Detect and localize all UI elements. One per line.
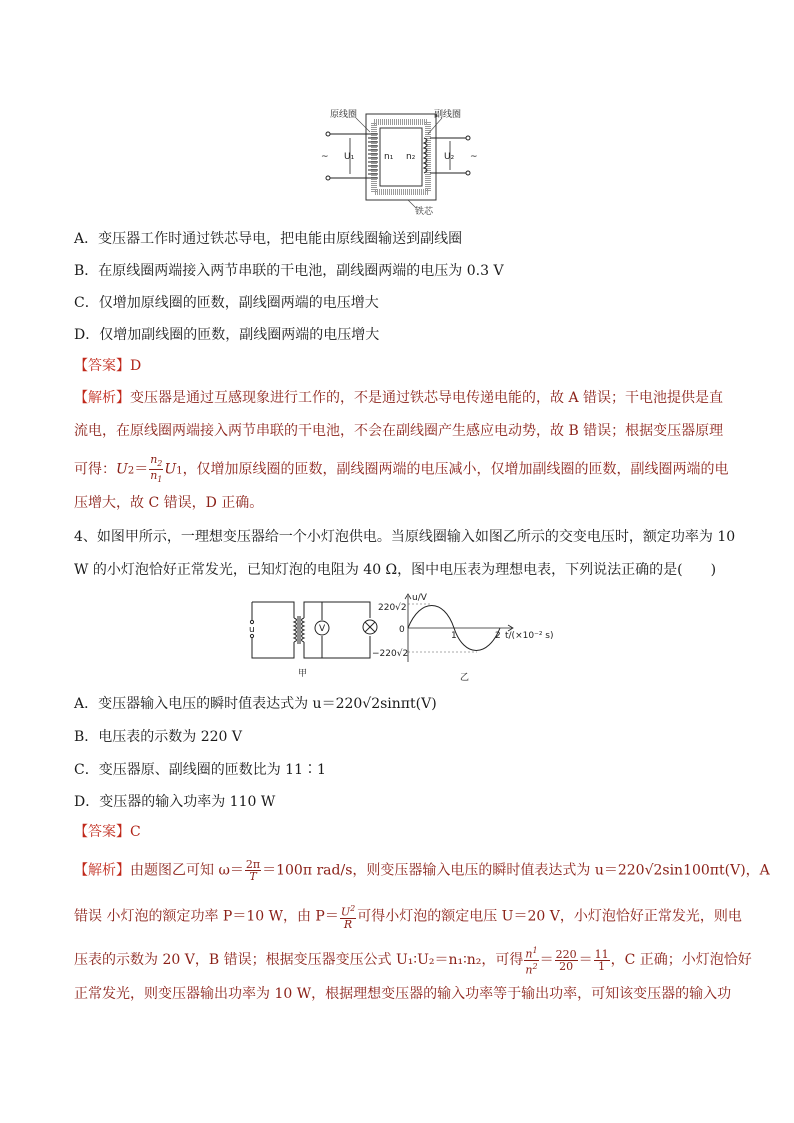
analysis-text: 可得：	[74, 461, 116, 478]
figure-yi-label: 乙	[460, 673, 470, 683]
formula-power: $\frac{U^2}{R}$	[340, 904, 356, 931]
n2-label: n₂	[406, 152, 416, 162]
tick-1-label: 1	[451, 631, 457, 641]
q4-option-a: A．变压器输入电压的瞬时值表达式为 u＝220√2sinπt(V)	[74, 696, 437, 712]
transformer-diagram	[318, 104, 480, 216]
ac-symbol-right: ~	[470, 152, 478, 162]
answer-value: D	[130, 358, 142, 374]
formula-u2: U	[116, 461, 128, 478]
answer-label: 【答案】	[74, 824, 130, 840]
ac-symbol-left: ~	[321, 152, 329, 162]
core-label: 铁芯	[415, 207, 434, 216]
circuit-diagram	[244, 596, 384, 680]
analysis-text: 错误 小灯泡的额定功率 P＝10 W，由 P＝	[74, 908, 339, 925]
q3-option-a: A．变压器工作时通过铁芯导电，把电能由原线圈输送到副线圈	[74, 231, 463, 247]
zero-label: 0	[399, 625, 405, 635]
q3-analysis-line-3: 可得：U2＝ $\frac{n_2}{n_1}$ U1，仅增加原线圈的匝数，副线圈两端的电压减小，仅增加副线圈的匝数，副线圈两端的电	[74, 453, 729, 485]
n1-label: n₁	[384, 152, 394, 162]
y-min-label: −220√2	[372, 649, 409, 659]
q3-option-c: C．仅增加原线圈的匝数，副线圈两端的电压增大	[74, 295, 379, 311]
primary-coil-label: 原线圈	[330, 110, 358, 120]
answer-label: 【答案】	[74, 358, 130, 374]
q3-analysis-line-2: 流电，在原线圈两端接入两节串联的干电池，不会在副线圈产生感应电动势，故 B 错误；根据变压器原理	[74, 423, 724, 439]
q4-option-d: D．变压器的输入功率为 110 W	[74, 794, 276, 810]
answer-value: C	[130, 824, 141, 840]
q4-analysis-line-1	[74, 859, 770, 882]
x-axis-label: t/(×10⁻² s)	[505, 631, 554, 641]
q4-stem-line-1: 4、如图甲所示，一理想变压器给一个小灯泡供电。当原线圈输入如图乙所示的交变电压时，额定功率为 10	[74, 529, 736, 545]
analysis-text: 变压器是通过互感现象进行工作的，不是通过铁芯导电传递电能的，故 A 错误；干电池提供是直	[130, 390, 724, 406]
analysis-text: 由题图乙可知 ω＝	[130, 862, 244, 879]
q4-answer	[74, 822, 141, 842]
q4-analysis-line-3: 压表的示数为 20 V，B 错误；根据变压器变压公式 U₁∶U₂＝n₁∶n₂，可得 $\frac{n^1}{n^2}$ ＝ $\frac{220}{20}$ ＝ $\frac{11}{1}$ ，C 正确；小灯泡恰好	[74, 946, 752, 977]
q4-stem-line-2: W 的小灯泡恰好正常发光，已知灯泡的电阻为 40 Ω，图中电压表为理想电表，下列说法正确的是( )	[74, 562, 717, 578]
analysis-text: ，仅增加原线圈的匝数，副线圈两端的电压减小，仅增加副线圈的匝数，副线圈两端的电	[182, 461, 729, 478]
analysis-label: 【解析】	[74, 390, 130, 406]
q4-option-b: B．电压表的示数为 220 V	[74, 729, 243, 745]
formula-turns-ratio: $\frac{n^1}{n^2}$	[525, 946, 538, 977]
q3-option-b: B．在原线圈两端接入两节串联的干电池，副线圈两端的电压为 0.3 V	[74, 263, 504, 279]
q3-answer	[74, 356, 141, 376]
figure-jia-label: 甲	[298, 669, 308, 679]
analysis-text: 可得小灯泡的额定电压 U＝20 V，小灯泡恰好正常发光，则电	[357, 908, 742, 925]
input-u-label: u	[249, 625, 255, 635]
secondary-coil-label: 副线圈	[434, 110, 462, 120]
analysis-text: ，C 正确；小灯泡恰好	[610, 952, 752, 969]
u1-label: U₁	[344, 152, 355, 162]
q4-analysis-line-2	[74, 903, 742, 930]
u2-label: U₂	[444, 152, 455, 162]
formula-11-1: $\frac{11}{1}$	[594, 947, 609, 973]
formula-220-20: $\frac{220}{20}$	[555, 947, 577, 973]
q3-analysis-line-4: 压增大，故 C 错误，D 正确。	[74, 495, 264, 511]
y-max-label: 220√2	[378, 603, 407, 613]
analysis-text: ＝100π rad/s，则变压器输入电压的瞬时值表达式为 u＝220√2sin100πt(V)，A	[262, 862, 770, 879]
q4-analysis-line-4: 正常发光，则变压器输出功率为 10 W，根据理想变压器的输入功率等于输出功率，可知该变压器的输入功	[74, 986, 732, 1002]
q3-option-d: D．仅增加副线圈的匝数，副线圈两端的电压增大	[74, 327, 380, 343]
y-axis-label: u/V	[412, 593, 427, 603]
formula-omega: $\frac{2\pi}{T}$	[245, 858, 261, 883]
q3-analysis-line-1	[74, 388, 723, 408]
formula-fraction: $\frac{n_2}{n_1}$	[150, 453, 163, 485]
analysis-label: 【解析】	[74, 862, 130, 879]
tick-2-label: 2	[495, 631, 501, 641]
voltage-graph	[372, 590, 592, 684]
q4-option-c: C．变压器原、副线圈的匝数比为 11∶1	[74, 762, 326, 778]
analysis-text: 压表的示数为 20 V，B 错误；根据变压器变压公式 U₁∶U₂＝n₁∶n₂，可得	[74, 952, 524, 969]
voltmeter-label: V	[319, 624, 326, 634]
